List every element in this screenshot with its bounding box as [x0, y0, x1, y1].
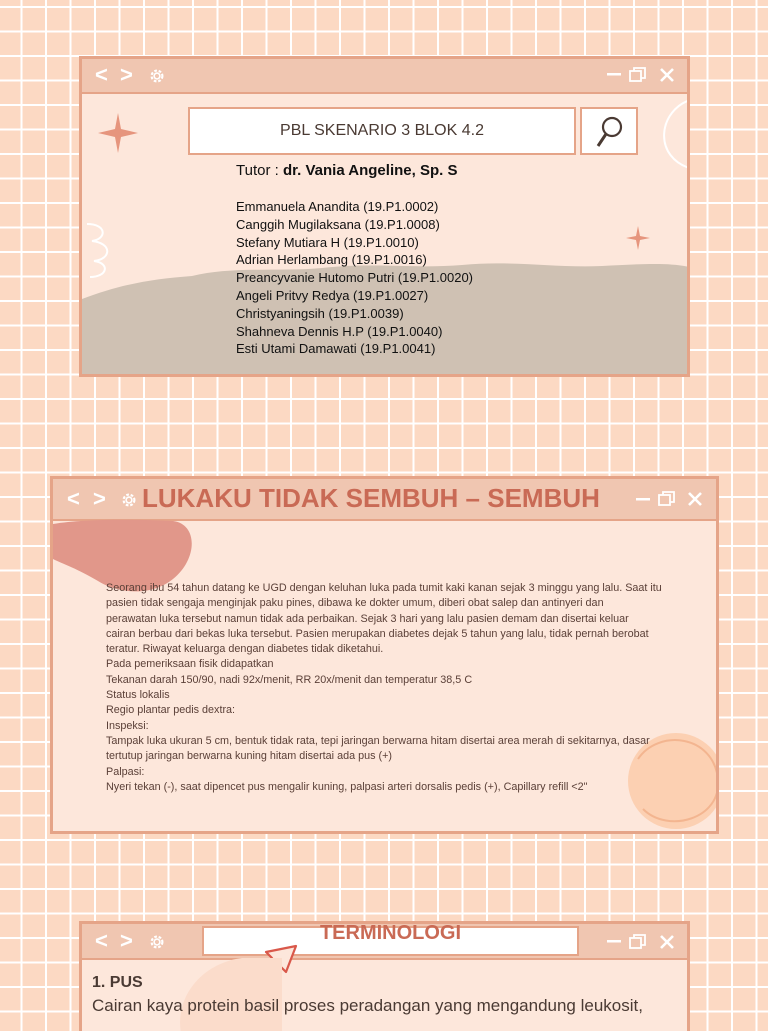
member-list	[236, 198, 473, 358]
scenario-line: Nyeri tekan (-), saat dipencet pus mengalir kuning, palpasi arteri dorsalis pedis (+), Capillary refill <2"	[106, 780, 588, 793]
restore-icon[interactable]	[629, 67, 647, 83]
member-item: Shahneva Dennis H.P (19.P1.0040)	[236, 323, 443, 339]
close-icon[interactable]	[659, 934, 675, 950]
scenario-line: Palpasi:	[106, 765, 145, 778]
minimize-icon[interactable]	[636, 498, 650, 502]
member-item: Stefany Mutiara H (19.P1.0010)	[236, 234, 419, 250]
gear-icon[interactable]	[148, 933, 166, 951]
scenario-line: cairan berbau dari bekas luka tersebut. Pasien merupakan diabetes dejak 5 tahun yang lalu, tidak pernah berobat	[106, 627, 649, 640]
tutor-label: Tutor :	[236, 162, 283, 179]
window-title: LUKAKU TIDAK SEMBUH – SEMBUH	[142, 483, 600, 513]
scenario-line: Regio plantar pedis dextra:	[106, 704, 236, 717]
term-definition: Cairan kaya protein basil proses peradangan yang mengandung leukosit,	[92, 996, 643, 1015]
scenario-line: Status lokalis	[106, 689, 170, 702]
gear-icon[interactable]	[148, 67, 166, 85]
titlebar	[82, 924, 687, 960]
window-terminology	[79, 921, 690, 1031]
search-button[interactable]	[580, 107, 638, 155]
minimize-icon[interactable]	[607, 73, 621, 77]
tutor-line	[236, 161, 457, 181]
sparkle-icon	[96, 111, 140, 155]
close-icon[interactable]	[687, 491, 703, 507]
member-item: Christyaningsih (19.P1.0039)	[236, 305, 404, 321]
scenario-line: pasien tidak sengaja menginjak paku pines, dibawa ke dokter umum, diberi obat salep dan antinyeri dan	[106, 597, 604, 610]
swirl-decoration	[82, 219, 122, 279]
scenario-line: teratur. Riwayat keluarga dengan diabetes tidak diketahui.	[106, 643, 384, 656]
scenario-line: Seorang ibu 54 tahun datang ke UGD dengan keluhan luka pada tumit kaki kanan sejak 3 minggu yang lalu. Saat itu	[106, 582, 662, 594]
tutor-name: dr. Vania Angeline, Sp. S	[282, 162, 458, 179]
blob-decoration	[172, 958, 282, 1031]
search-input[interactable]: PBL SKENARIO 3 BLOK 4.2	[188, 107, 576, 155]
member-item: Esti Utami Damawati (19.P1.0041)	[236, 341, 436, 357]
restore-icon[interactable]	[658, 491, 676, 507]
member-item: Canggih Mugilaksana (19.P1.0008)	[236, 216, 440, 232]
scenario-line: tertutup jaringan berwarna kuning hitam disertai ada pus (+)	[106, 750, 392, 763]
back-icon[interactable]: <	[95, 62, 108, 87]
scenario-line: perawatan luka tersebut namun tidak ada perbaikan. Sejak 3 hari yang lalu pasien demam dan disertai keluar	[106, 612, 629, 625]
titlebar	[53, 479, 716, 521]
forward-icon[interactable]: >	[93, 486, 106, 511]
scenario-line: Tekanan darah 150/90, nadi 92x/menit, RR 20x/menit dan temperatur 38,5 C	[106, 673, 473, 686]
gear-icon[interactable]	[120, 491, 138, 509]
member-item: Angeli Pritvy Redya (19.P1.0027)	[236, 287, 429, 303]
search-icon	[595, 115, 625, 149]
back-icon[interactable]: <	[95, 928, 108, 953]
window-group-info	[79, 56, 690, 377]
scenario-text	[106, 581, 662, 795]
forward-icon[interactable]: >	[120, 62, 133, 87]
member-item: Emmanuela Anandita (19.P1.0002)	[236, 199, 439, 214]
scenario-line: Pada pemeriksaan fisik didapatkan	[106, 658, 274, 671]
forward-icon[interactable]: >	[120, 928, 133, 953]
close-icon[interactable]	[659, 67, 675, 83]
scenario-line: Inspeksi:	[106, 719, 149, 732]
small-sparkle-icon	[625, 225, 651, 251]
term-heading: 1. PUS	[92, 974, 143, 991]
arc-decoration	[637, 89, 690, 179]
member-item: Preancyvanie Hutomo Putri (19.P1.0020)	[236, 270, 474, 286]
window-scenario	[50, 476, 719, 834]
back-icon[interactable]: <	[67, 486, 80, 511]
member-item: Adrian Herlambang (19.P1.0016)	[236, 252, 427, 268]
restore-icon[interactable]	[629, 934, 647, 950]
titlebar	[82, 59, 687, 94]
window-title: TERMINOLOGI	[319, 922, 462, 944]
scenario-line: Tampak luka ukuran 5 cm, bentuk tidak rata, tepi jaringan berwarna hitam disertai area merah di sekitarnya, dasar	[106, 734, 650, 747]
minimize-icon[interactable]	[607, 940, 621, 944]
